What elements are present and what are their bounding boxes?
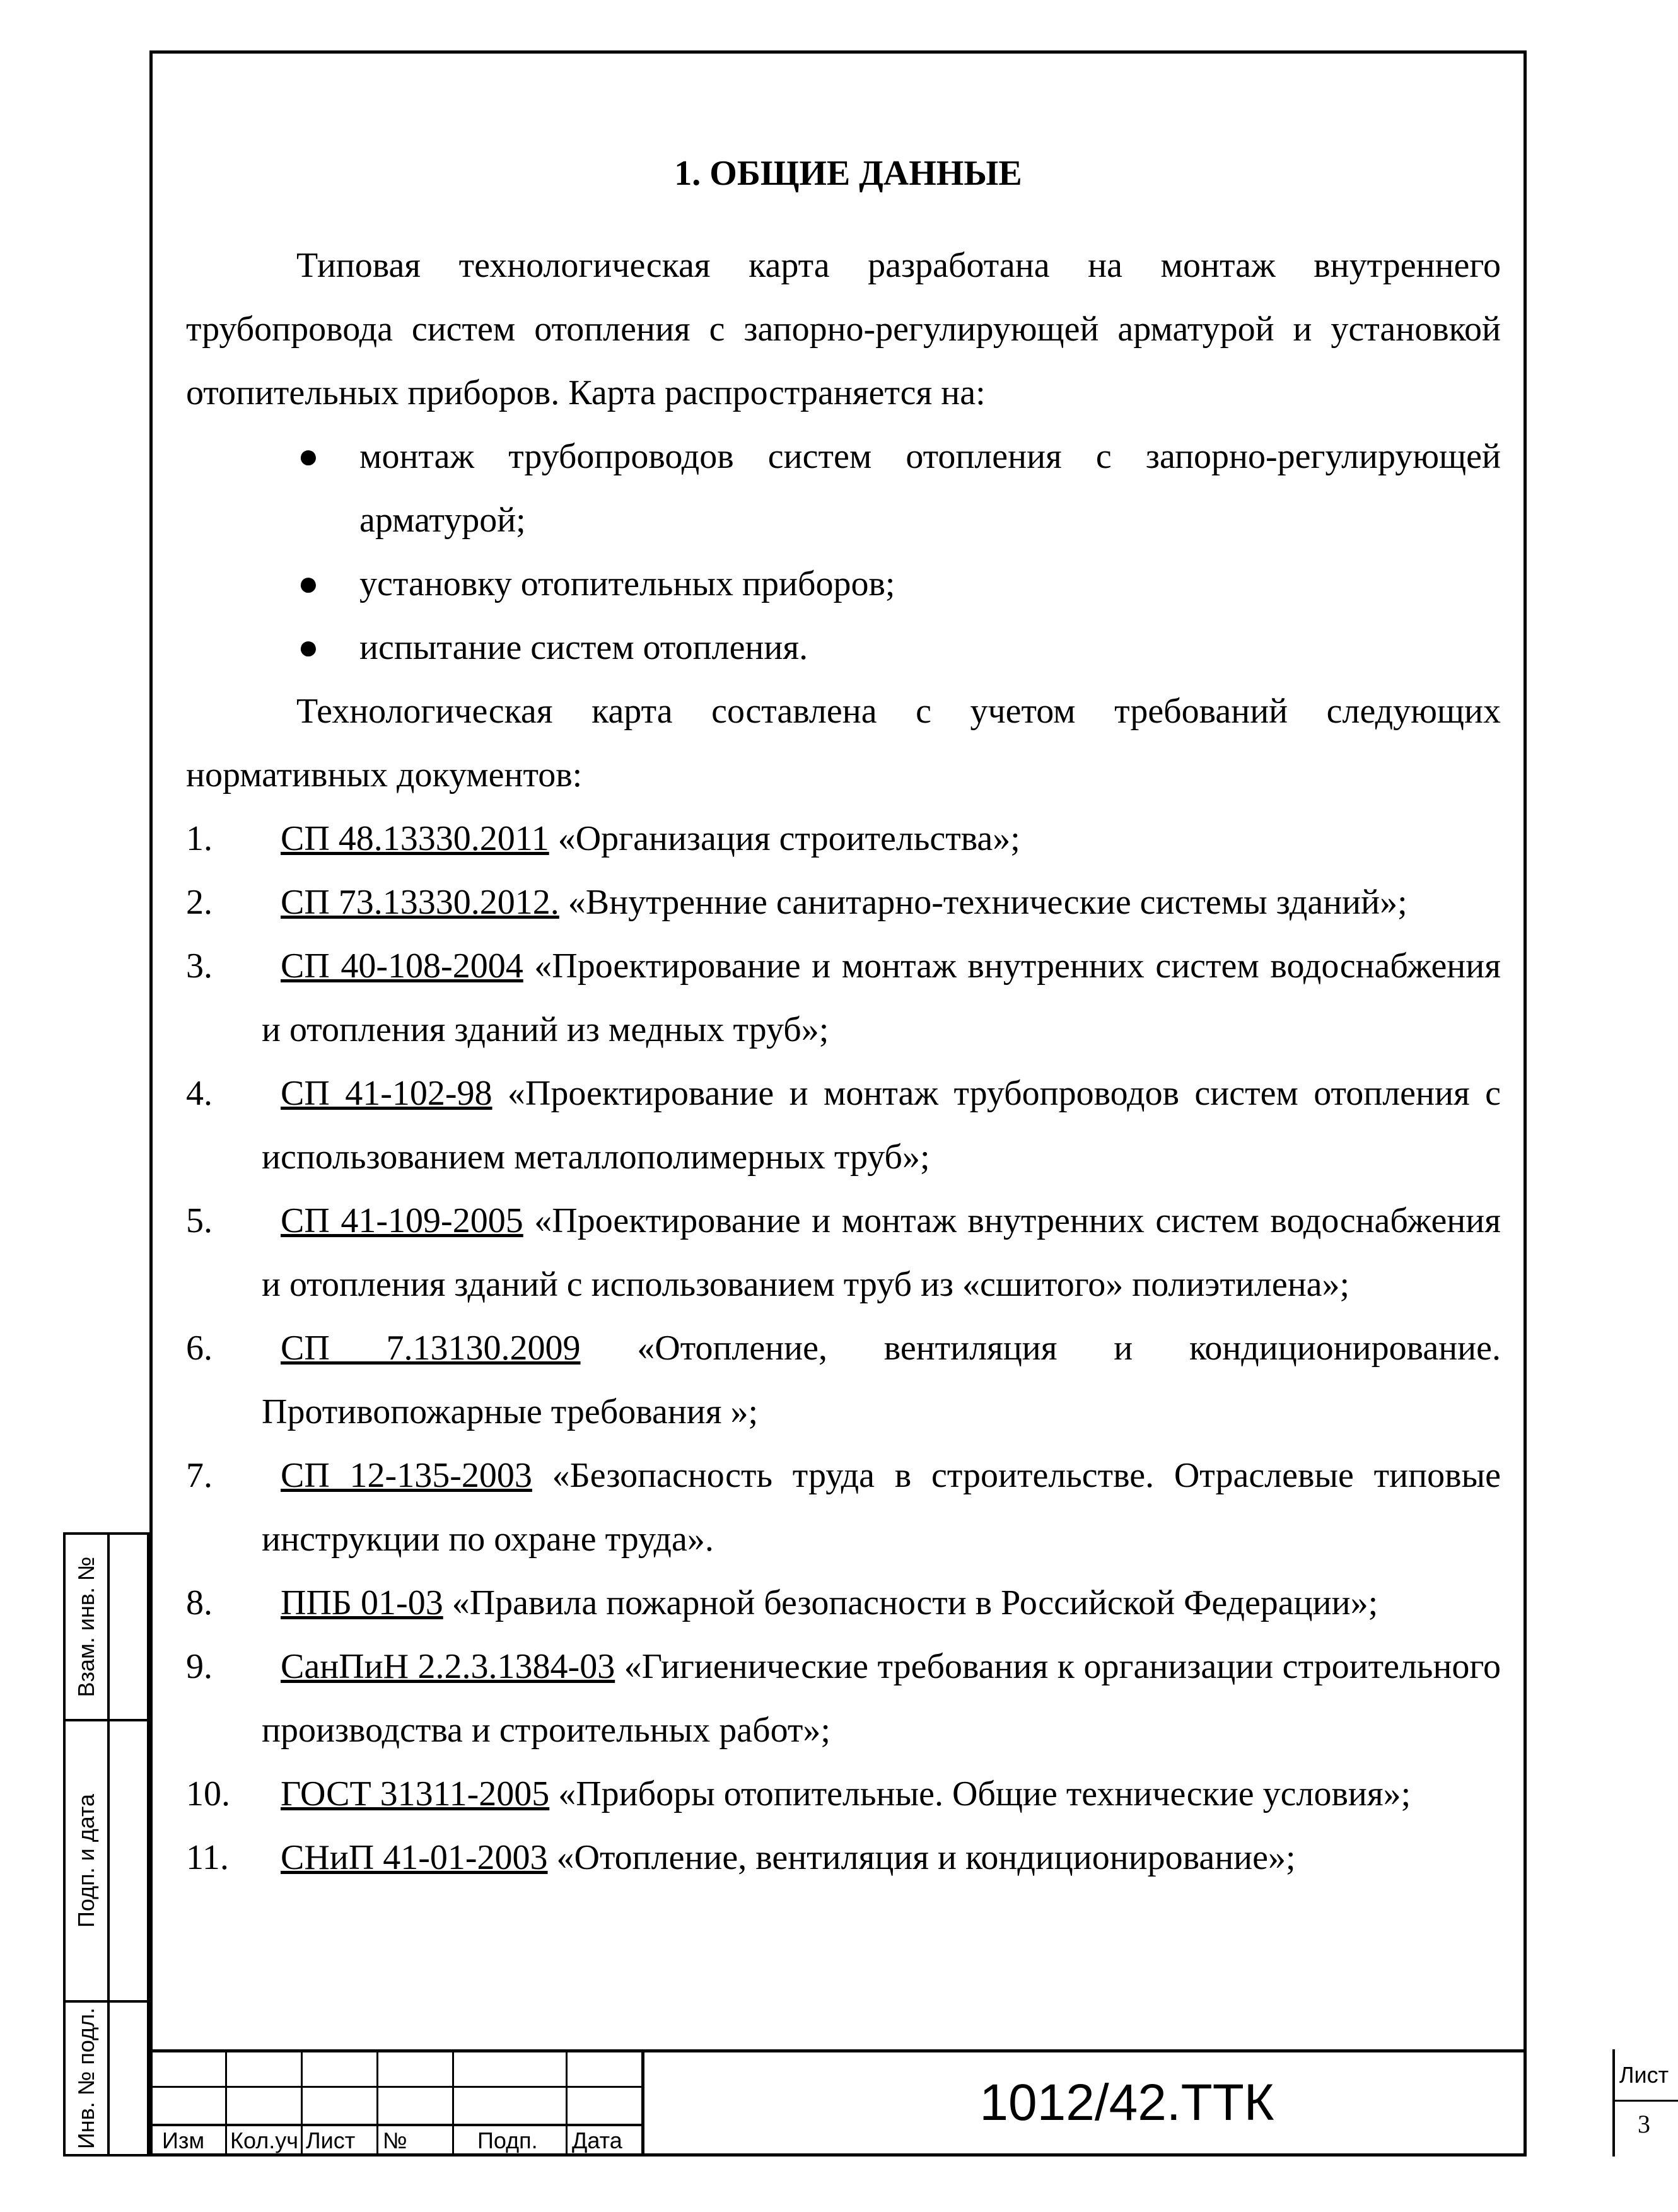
norm-title: «Безопасность труда в строительстве. Отраслевые типовые инструкции по охране труда». — [262, 1456, 1501, 1559]
tb-header-change: Изм — [162, 2128, 205, 2153]
norm-title: «Приборы отопительные. Общие технические условия»; — [549, 1774, 1411, 1813]
tb-header-date: Дата — [572, 2128, 622, 2153]
norm-code-link[interactable]: СП 7.13130.2009 — [281, 1329, 581, 1368]
norm-code-link[interactable]: ГОСТ 31311-2005 — [281, 1774, 550, 1813]
tb-header-count: Кол.уч — [230, 2128, 298, 2153]
scope-item-text: испытание систем отопления. — [359, 628, 808, 667]
norm-item — [186, 1444, 1501, 1571]
list-item — [186, 552, 1501, 616]
norm-number: 9. — [186, 1647, 213, 1686]
norm-code-link[interactable]: СП 48.13330.2011 — [281, 819, 549, 858]
norm-item — [186, 871, 1501, 934]
norm-code-link[interactable]: СП 12-135-2003 — [281, 1456, 532, 1495]
norm-number: 3. — [186, 946, 213, 986]
tb-header-sheet: Лист — [306, 2128, 356, 2153]
scope-item-text: установку отопительных приборов; — [359, 564, 895, 603]
tb-row-line — [1612, 2100, 1678, 2102]
side-label-inventory: Инв. № подл. — [73, 2007, 99, 2150]
norm-code-link[interactable]: СП 40-108-2004 — [281, 946, 523, 986]
norm-number: 8. — [186, 1583, 213, 1622]
norm-code-link[interactable]: СанПиН 2.2.3.1384-03 — [281, 1647, 615, 1686]
norm-number: 11. — [186, 1838, 229, 1877]
sheet-number: 3 — [1638, 2110, 1650, 2138]
norm-title: «Проектирование и монтаж внутренних систем водоснабжения и отопления зданий из медных труб»; — [262, 946, 1501, 1049]
norm-item — [186, 807, 1501, 871]
norm-code-link[interactable]: СНиП 41-01-2003 — [281, 1838, 548, 1877]
norm-number: 6. — [186, 1329, 213, 1368]
norm-item — [186, 934, 1501, 1062]
side-label-box — [66, 1721, 110, 2000]
norm-title: «Правила пожарной безопасности в Российской Федерации»; — [443, 1583, 1378, 1622]
norm-item — [186, 1189, 1501, 1317]
side-label-signature-date: Подп. и дата — [73, 1793, 99, 1928]
norm-title: «Внутренние санитарно-технические системы зданий»; — [559, 883, 1407, 922]
side-cell-inventory — [63, 2000, 149, 2157]
norm-code-link[interactable]: СП 41-109-2005 — [281, 1201, 523, 1240]
norm-title: «Отопление, вентиляция и кондиционирование»; — [547, 1838, 1296, 1877]
list-item — [186, 616, 1501, 680]
norm-number: 4. — [186, 1074, 213, 1113]
norm-title: «Гигиенические требования к организации строительного производства и строительных работ»; — [262, 1647, 1501, 1750]
norm-code-link[interactable]: СП 41-102-98 — [281, 1074, 492, 1113]
norm-title: «Проектирование и монтаж внутренних систем водоснабжения и отопления зданий с использованием труб из «сшитого» полиэтилена»; — [262, 1201, 1501, 1304]
side-label-box — [66, 1535, 110, 1719]
side-label-box — [66, 2003, 110, 2154]
norm-number: 7. — [186, 1456, 213, 1495]
norm-item — [186, 1762, 1501, 1826]
norm-item — [186, 1826, 1501, 1890]
sheet-label: Лист — [1619, 2062, 1669, 2088]
scope-item-text: монтаж трубопроводов систем отопления с запорно-регулирующей арматурой; — [359, 437, 1501, 540]
norm-title: «Проектирование и монтаж трубопроводов систем отопления с использованием металлополимерных труб»; — [262, 1074, 1501, 1177]
document-body — [186, 142, 1501, 1890]
bullet-icon: ● — [298, 564, 319, 603]
side-strip — [63, 1532, 149, 2157]
side-label-replacement: Взам. инв. № — [73, 1556, 99, 1697]
norm-item — [186, 1062, 1501, 1189]
side-cell-signature — [63, 1719, 149, 2003]
norm-item — [186, 1635, 1501, 1762]
norm-number: 2. — [186, 883, 213, 922]
list-item — [186, 425, 1501, 552]
norm-code-link[interactable]: СП 73.13330.2012. — [281, 883, 559, 922]
title-block — [149, 2049, 1669, 2157]
norm-number: 10. — [186, 1774, 230, 1813]
norm-number: 1. — [186, 819, 213, 858]
bullet-icon: ● — [298, 437, 319, 476]
norms-intro-paragraph: Технологическая карта составлена с учетом требований следующих нормативных документов: — [186, 692, 1501, 795]
scope-list — [186, 425, 1501, 680]
norm-item — [186, 1571, 1501, 1635]
tb-row-line — [149, 2086, 641, 2088]
norm-title: «Организация строительства»; — [549, 819, 1020, 858]
norm-item — [186, 1317, 1501, 1444]
bullet-icon: ● — [298, 628, 319, 667]
norm-title: «Отопление, вентиляция и кондиционирование. Противопожарные требования »; — [262, 1329, 1501, 1431]
tb-header-signature: Подп. — [477, 2128, 538, 2153]
norm-code-link[interactable]: ППБ 01-03 — [281, 1583, 443, 1622]
intro-paragraph: Типовая технологическая карта разработана на монтаж внутреннего трубопровода систем отопления с запорно-регулирующей арматурой и установкой отопительных приборов. Карта распространяется на: — [186, 246, 1501, 412]
norms-list — [186, 807, 1501, 1890]
section-title: 1. ОБЩИЕ ДАННЫЕ — [674, 154, 1022, 193]
side-cell-replacement — [63, 1532, 149, 1721]
tb-header-number: № — [383, 2128, 407, 2153]
document-code: 1012/42.ТТК — [979, 2074, 1274, 2131]
norm-number: 5. — [186, 1201, 213, 1240]
